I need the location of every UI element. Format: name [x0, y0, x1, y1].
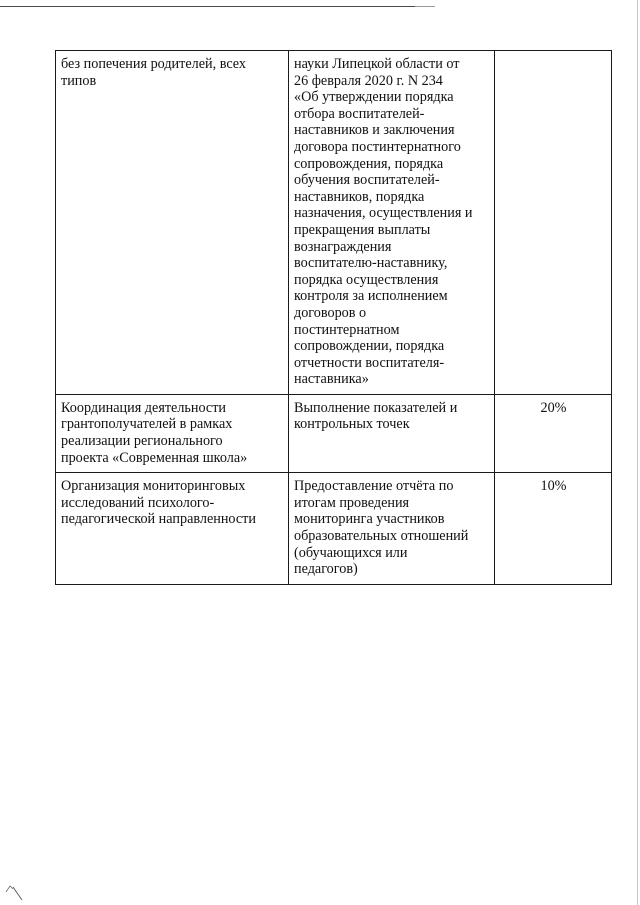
- table-cell-indicator: [289, 473, 495, 585]
- top-border-line-faint: [415, 6, 435, 7]
- cell-line: грантополучателей в рамках: [61, 416, 233, 433]
- cell-line: мониторинга участников: [294, 511, 445, 528]
- cell-line: сопровождении, порядка: [294, 338, 445, 355]
- table-cell-activity: [56, 473, 289, 585]
- cell-line: прекращения выплаты: [294, 221, 431, 238]
- page-edge-line: [637, 0, 638, 905]
- cell-line: договоров о: [294, 304, 367, 321]
- cell-line: Координация деятельности: [61, 399, 227, 416]
- table-cell-activity: [56, 51, 289, 395]
- table-cell-weight: [495, 473, 612, 585]
- cell-line: порядка осуществления: [294, 271, 439, 288]
- cell-line: наставника»: [294, 371, 369, 388]
- cell-line: отбора воспитателей-: [294, 105, 425, 122]
- cell-line: Предоставление отчёта по: [294, 478, 454, 495]
- cell-line: сопровождения, порядка: [294, 155, 444, 172]
- cell-line: обучения воспитателей-: [294, 172, 440, 189]
- weight-value: 20%: [540, 399, 567, 416]
- cell-line: Организация мониторинговых: [61, 478, 246, 495]
- cell-line: Выполнение показателей и: [294, 399, 458, 416]
- cell-line: постинтернатном: [294, 321, 400, 338]
- cell-line: «Об утверждении порядка: [294, 89, 454, 106]
- cell-line: 26 февраля 2020 г. N 234: [294, 72, 443, 89]
- cell-line: назначения, осуществления и: [294, 205, 473, 222]
- table-cell-indicator: [289, 51, 495, 395]
- cell-line: типов: [61, 72, 97, 89]
- cell-line: воспитателю-наставнику,: [294, 255, 448, 272]
- table-row: [56, 394, 612, 472]
- table-cell-indicator: [289, 394, 495, 472]
- cell-line: исследований психолого-: [61, 494, 215, 511]
- weight-value: 10%: [540, 478, 567, 495]
- cell-line: проекта «Современная школа»: [61, 449, 248, 466]
- top-border-line: [0, 6, 415, 7]
- table-row: [56, 473, 612, 585]
- cell-line: (обучающихся или: [294, 544, 408, 561]
- cell-line: наставников, порядка: [294, 188, 425, 205]
- cell-line: договора постинтернатного: [294, 138, 461, 155]
- table-row: [56, 51, 612, 395]
- cell-line: отчетности воспитателя-: [294, 354, 445, 371]
- table-cell-weight: [495, 394, 612, 472]
- scan-artifact-mark: [4, 878, 26, 902]
- cell-line: контрольных точек: [294, 416, 410, 433]
- cell-line: контроля за исполнением: [294, 288, 448, 305]
- cell-line: без попечения родителей, всех: [61, 56, 247, 72]
- table-cell-weight: [495, 51, 612, 395]
- table-cell-activity: [56, 394, 289, 472]
- cell-line: образовательных отношений: [294, 528, 469, 545]
- cell-line: науки Липецкой области от: [294, 56, 460, 72]
- document-table: [55, 50, 612, 585]
- cell-line: реализации регионального: [61, 433, 223, 450]
- cell-line: наставников и заключения: [294, 122, 455, 139]
- cell-line: педагогической направленности: [61, 511, 256, 528]
- cell-line: педагогов): [294, 561, 358, 578]
- cell-line: вознаграждения: [294, 238, 392, 255]
- cell-line: итогам проведения: [294, 494, 410, 511]
